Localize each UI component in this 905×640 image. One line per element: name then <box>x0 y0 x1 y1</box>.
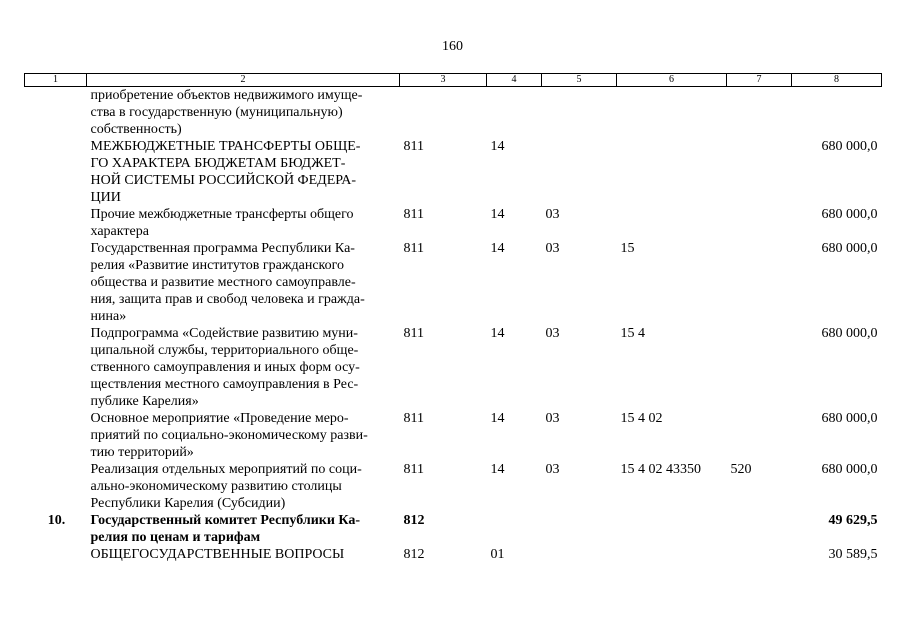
row-amount <box>792 87 882 139</box>
row-col-4: 14 <box>490 326 505 341</box>
header-col-8: 8 <box>792 74 882 87</box>
row-name <box>87 240 400 325</box>
row-col-3: 811 <box>403 411 424 426</box>
page-number: 160 <box>442 39 463 54</box>
row-index <box>25 87 87 139</box>
budget-table <box>24 73 882 563</box>
row-amount: 680 000,0 <box>821 241 878 256</box>
row-name-line: ЦИИ <box>90 190 121 205</box>
row-col-4: 14 <box>490 411 505 426</box>
row-col-7 <box>727 325 792 410</box>
row-name-line: Республики Карелия (Субсидии) <box>90 496 286 511</box>
row-col-6 <box>617 206 727 240</box>
table-row <box>25 410 882 461</box>
header-col-7: 7 <box>727 74 792 87</box>
row-name-line: публике Карелия» <box>90 394 199 409</box>
row-col-7 <box>727 512 792 546</box>
header-col-6: 6 <box>617 74 727 87</box>
row-col-5 <box>542 512 617 546</box>
row-name-line: ально-экономическому развитию столицы <box>90 479 342 494</box>
row-col-6: 15 4 <box>620 326 645 341</box>
row-name <box>87 138 400 206</box>
row-name-line: Подпрограмма «Содействие развитию муни- <box>90 326 358 341</box>
row-col-6: 15 4 02 43350 <box>620 462 701 477</box>
row-col-5: 03 <box>545 207 560 222</box>
row-amount: 680 000,0 <box>821 462 878 477</box>
row-amount: 680 000,0 <box>821 139 878 154</box>
row-name-line: МЕЖБЮДЖЕТНЫЕ ТРАНСФЕРТЫ ОБЩЕ- <box>90 139 361 154</box>
row-name-line: ципальной службы, территориального обще- <box>90 343 359 358</box>
row-col-6 <box>617 87 727 139</box>
row-name-line: характера <box>90 224 149 239</box>
row-name-line: ществления местного самоуправления в Рес- <box>90 377 359 392</box>
row-col-7 <box>727 138 792 206</box>
header-row <box>25 74 882 87</box>
table-row <box>25 206 882 240</box>
row-name <box>87 546 400 563</box>
table-row <box>25 461 882 512</box>
row-name-line: Государственная программа Республики Ка- <box>90 241 355 256</box>
row-amount: 680 000,0 <box>821 207 878 222</box>
row-name <box>87 325 400 410</box>
row-col-7: 520 <box>730 462 752 477</box>
row-name-line: Прочие межбюджетные трансферты общего <box>90 207 354 222</box>
row-col-3: 811 <box>403 326 424 341</box>
row-col-3: 811 <box>403 207 424 222</box>
row-amount: 30 589,5 <box>828 547 878 562</box>
row-col-4 <box>487 512 542 546</box>
header-col-2: 2 <box>87 74 400 87</box>
header-col-1: 1 <box>25 74 87 87</box>
row-index <box>25 546 87 563</box>
table-row <box>25 240 882 325</box>
row-col-3: 812 <box>403 513 425 528</box>
row-name-line: приятий по социально-экономическому разви- <box>90 428 368 443</box>
row-index <box>25 206 87 240</box>
table-row <box>25 138 882 206</box>
row-index <box>25 410 87 461</box>
row-col-3 <box>400 87 487 139</box>
row-index <box>25 325 87 410</box>
row-name <box>87 461 400 512</box>
row-col-6: 15 <box>620 241 635 256</box>
row-col-5: 03 <box>545 326 560 341</box>
row-col-4: 01 <box>490 547 505 562</box>
row-col-6 <box>617 512 727 546</box>
header-col-5: 5 <box>542 74 617 87</box>
row-name-line: ния, защита прав и свобод человека и гражда- <box>90 292 365 307</box>
row-col-5 <box>542 546 617 563</box>
row-index <box>25 138 87 206</box>
row-col-7 <box>727 240 792 325</box>
row-name-line: ства в государственную (муниципальную) <box>90 105 343 120</box>
row-col-3: 812 <box>403 547 425 562</box>
row-col-4: 14 <box>490 462 505 477</box>
row-col-4: 14 <box>490 241 505 256</box>
row-col-6 <box>617 138 727 206</box>
row-col-7 <box>727 206 792 240</box>
row-name-line: релия по ценам и тарифам <box>90 530 261 545</box>
header-col-4: 4 <box>487 74 542 87</box>
row-index: 10. <box>47 513 66 528</box>
row-col-7 <box>727 87 792 139</box>
table-row <box>25 325 882 410</box>
table-body <box>25 87 882 564</box>
budget-table-container <box>24 73 881 563</box>
row-name-line: Основное мероприятие «Проведение меро- <box>90 411 349 426</box>
row-name-line: приобретение объектов недвижимого имуще- <box>90 88 363 103</box>
table-header <box>25 74 882 87</box>
row-col-4: 14 <box>490 139 505 154</box>
row-name-line: НОЙ СИСТЕМЫ РОССИЙСКОЙ ФЕДЕРА- <box>90 173 357 188</box>
row-name <box>87 206 400 240</box>
row-col-5 <box>542 138 617 206</box>
header-col-3: 3 <box>400 74 487 87</box>
row-col-5: 03 <box>545 462 560 477</box>
row-index <box>25 461 87 512</box>
row-name-line: нина» <box>90 309 127 324</box>
row-name-line: ГО ХАРАКТЕРА БЮДЖЕТАМ БЮДЖЕТ- <box>90 156 346 171</box>
row-col-7 <box>727 410 792 461</box>
row-col-5 <box>542 87 617 139</box>
row-amount: 49 629,5 <box>828 513 878 528</box>
row-name-line: Государственный комитет Республики Ка- <box>90 513 361 528</box>
row-name-line: тию территорий» <box>90 445 194 460</box>
row-name-line: релия «Развитие институтов гражданского <box>90 258 345 273</box>
row-amount: 680 000,0 <box>821 411 878 426</box>
row-name-line: Реализация отдельных мероприятий по соци- <box>90 462 362 477</box>
row-name <box>87 410 400 461</box>
row-col-7 <box>727 546 792 563</box>
row-name <box>87 87 400 139</box>
row-name-line: ОБЩЕГОСУДАРСТВЕННЫЕ ВОПРОСЫ <box>90 547 345 562</box>
row-name-line: ственного самоуправления и иных форм осу- <box>90 360 360 375</box>
row-col-3: 811 <box>403 241 424 256</box>
row-col-6 <box>617 546 727 563</box>
row-col-6: 15 4 02 <box>620 411 663 426</box>
table-row <box>25 546 882 563</box>
row-col-4 <box>487 87 542 139</box>
row-name-line: собственность) <box>90 122 182 137</box>
row-col-4: 14 <box>490 207 505 222</box>
row-index <box>25 240 87 325</box>
row-col-3: 811 <box>403 139 424 154</box>
table-row <box>25 87 882 139</box>
row-amount: 680 000,0 <box>821 326 878 341</box>
table-row <box>25 512 882 546</box>
row-name <box>87 512 400 546</box>
row-col-5: 03 <box>545 411 560 426</box>
row-name-line: общества и развитие местного самоуправле- <box>90 275 356 290</box>
row-col-3: 811 <box>403 462 424 477</box>
row-col-5: 03 <box>545 241 560 256</box>
